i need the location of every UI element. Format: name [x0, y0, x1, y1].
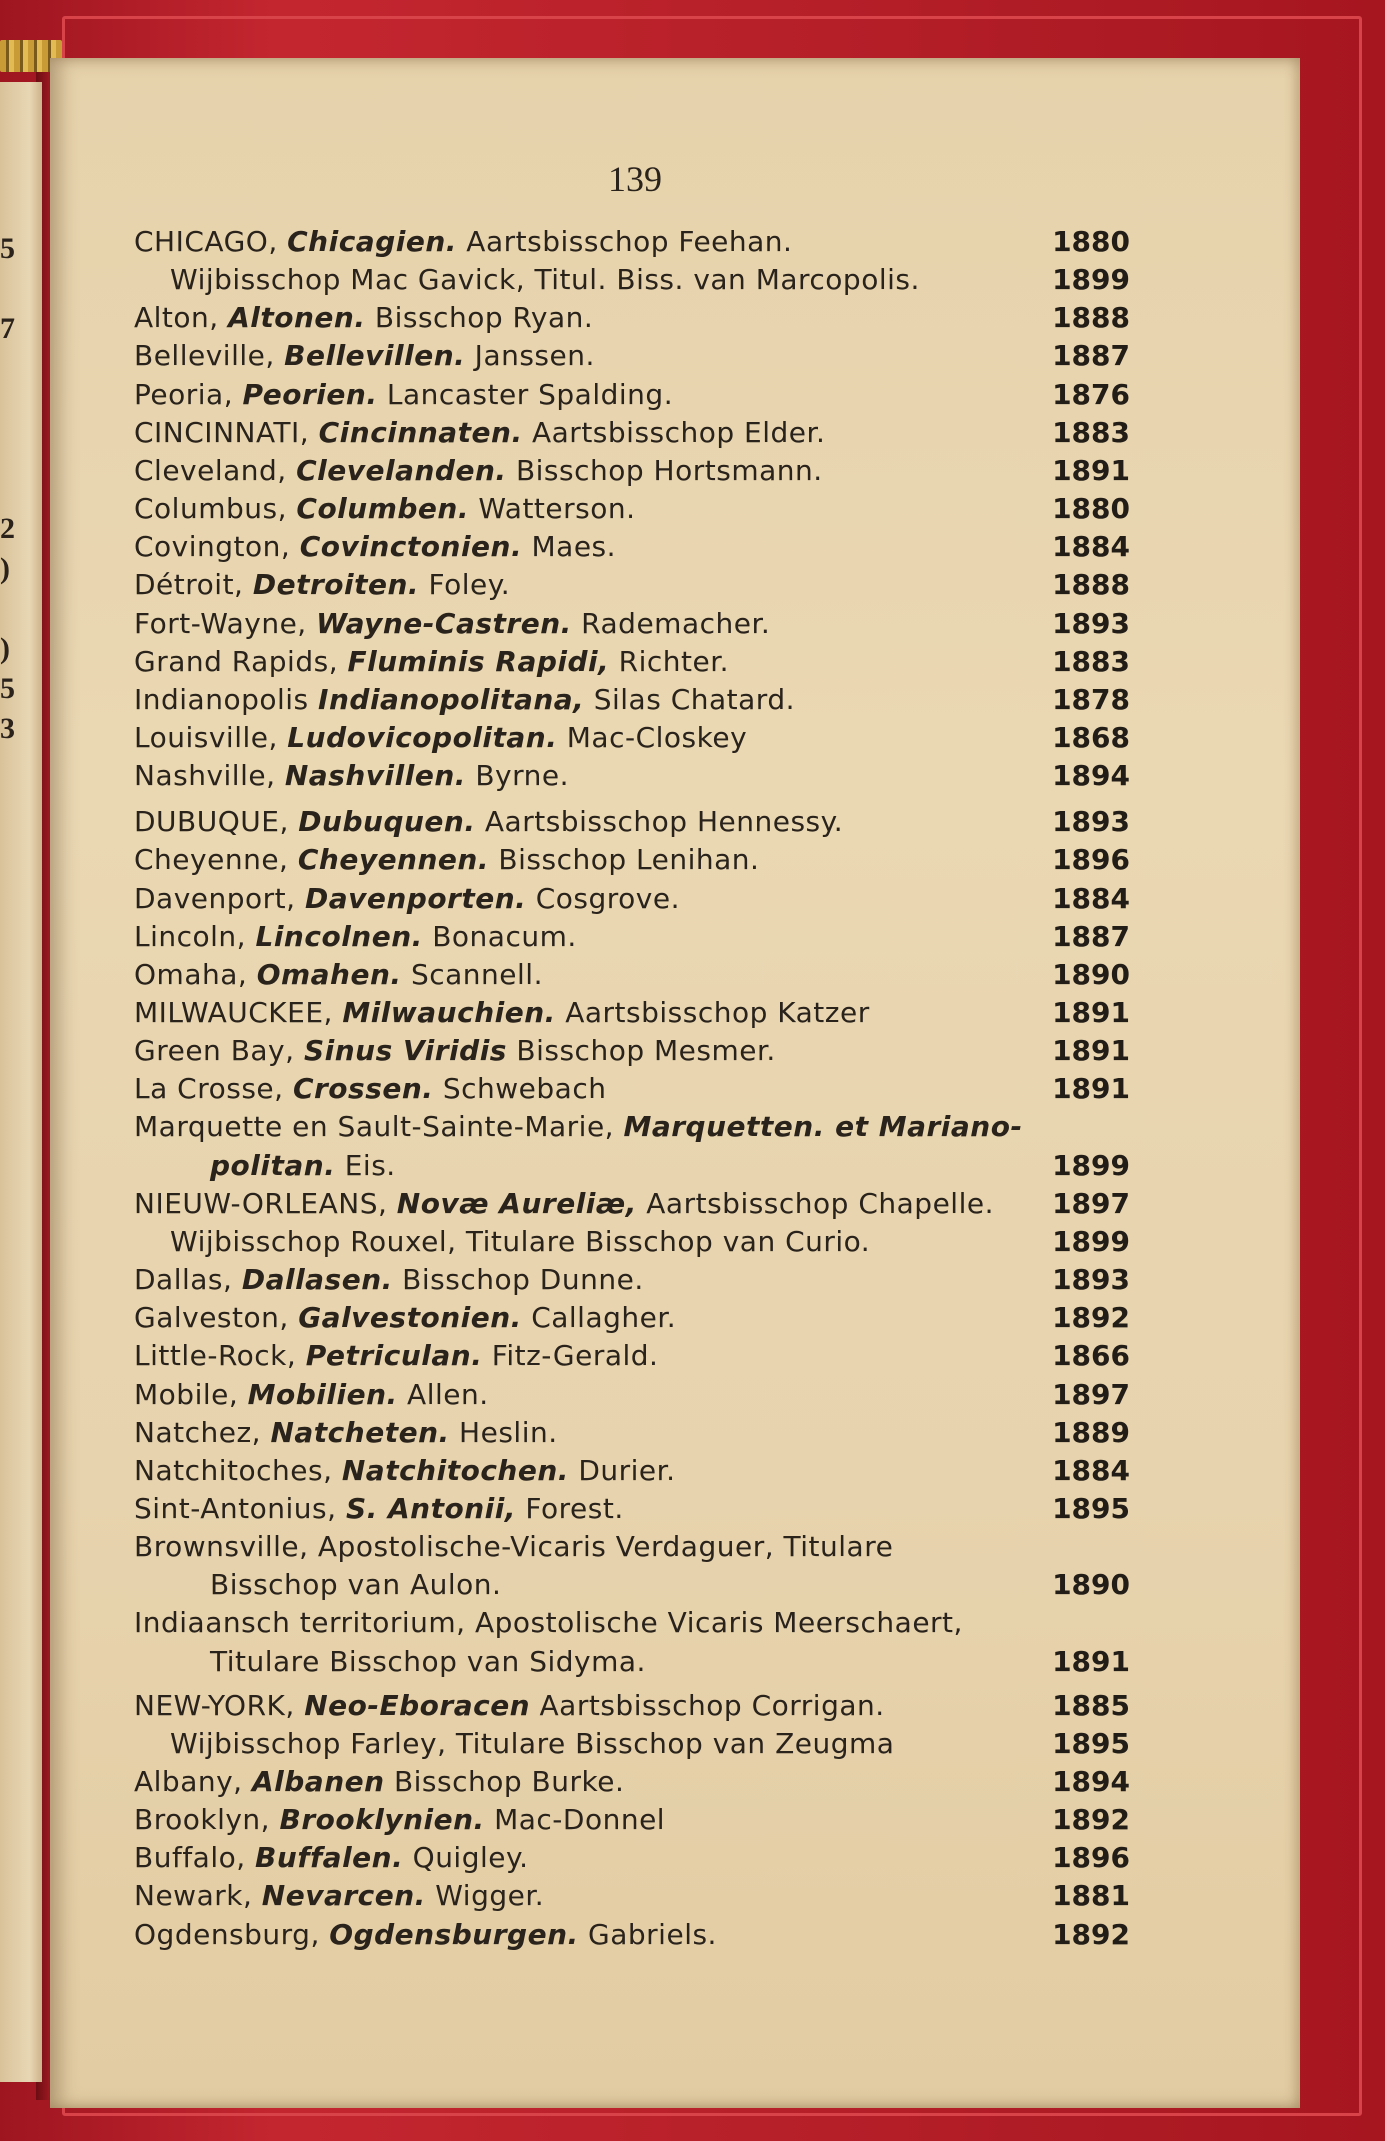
latin-name: Covinctonien.	[299, 530, 523, 564]
entry-line	[134, 643, 1144, 681]
prev-page-fragment: 2	[0, 512, 15, 545]
entry-text: Lancaster Spalding.	[377, 377, 674, 411]
latin-name: politan.	[210, 1148, 336, 1182]
entry-year: 1891	[1052, 1644, 1130, 1678]
entry-year: 1893	[1052, 805, 1130, 839]
entry-text: Détroit,	[134, 568, 253, 602]
prev-page-fragment: )	[0, 632, 10, 665]
entry-line	[134, 1414, 1144, 1452]
latin-name: Omahen.	[256, 957, 402, 991]
entry-year: 1891	[1052, 1034, 1130, 1068]
entry-text: Mac-Donnel	[484, 1803, 666, 1837]
entry-text: Bonacum.	[422, 919, 577, 953]
entry-line	[134, 1337, 1144, 1375]
entry-text: NEW-YORK,	[134, 1688, 305, 1722]
entry-year: 1893	[1052, 1263, 1130, 1297]
entry-line	[134, 452, 1144, 490]
entry-year: 1896	[1052, 843, 1130, 877]
entry-line	[134, 1070, 1144, 1108]
entry-year: 1892	[1052, 1917, 1130, 1951]
entry-year: 1868	[1052, 720, 1130, 754]
entry-year: 1866	[1052, 1339, 1130, 1373]
entry-line	[134, 994, 1144, 1032]
entry-year: 1884	[1052, 530, 1130, 564]
entry-text: Louisville,	[134, 720, 288, 754]
entry-year: 1880	[1052, 225, 1130, 258]
entry-text: Indianopolis	[134, 682, 319, 716]
entry-year: 1880	[1052, 492, 1130, 526]
entry-text: Covington,	[134, 530, 300, 564]
entry-line	[134, 1801, 1144, 1839]
entry-line	[134, 918, 1144, 956]
latin-name: Buffalen.	[255, 1841, 404, 1875]
entry-line	[134, 1490, 1144, 1528]
entry-line	[134, 1839, 1144, 1877]
latin-name: S. Antonii,	[345, 1491, 516, 1525]
entry-line	[134, 841, 1144, 879]
latin-name: Cincinnaten.	[318, 415, 523, 449]
entry-text: Natchitoches,	[134, 1453, 342, 1487]
latin-name: Indianopolitana,	[318, 682, 585, 716]
entry-text: Cosgrove.	[526, 881, 680, 915]
entry-text: Bisschop Lenihan.	[489, 843, 760, 877]
entry-text: Allen.	[397, 1377, 489, 1411]
book-page	[50, 58, 1300, 2108]
entry-text: Cheyenne,	[134, 843, 298, 877]
entry-text: Nashville,	[134, 759, 285, 793]
latin-name: Milwauchien.	[342, 996, 556, 1029]
entry-line	[134, 803, 1144, 841]
entry-line	[134, 376, 1144, 414]
entry-year: 1885	[1052, 1688, 1130, 1722]
entry-text: Fitz-Gerald.	[482, 1339, 659, 1373]
entry-text: Titulare Bisschop van Sidyma.	[210, 1644, 646, 1678]
latin-name: Neo-Eboracen	[304, 1688, 531, 1722]
entry-year: 1878	[1052, 682, 1130, 716]
entry-text: Green Bay,	[134, 1034, 304, 1068]
entry-year: 1881	[1052, 1879, 1130, 1913]
entry-text: Bisschop van Aulon.	[210, 1568, 502, 1602]
entry-text: Wijbisschop Farley, Titulare Bisschop van Zeugma	[170, 1726, 895, 1760]
entry-year: 1888	[1052, 301, 1130, 335]
entry-text: NIEUW-ORLEANS,	[134, 1186, 397, 1220]
entry-text: Byrne.	[465, 759, 569, 793]
entry-text: Omaha,	[134, 957, 257, 991]
entry-text: Bisschop Ryan.	[365, 301, 594, 335]
entry-text: Fort-Wayne,	[134, 606, 317, 640]
entry-text: Silas Chatard.	[584, 682, 795, 716]
latin-name: Lincolnen.	[255, 919, 423, 953]
entry-year: 1888	[1052, 568, 1130, 602]
entry-text: Sint-Antonius,	[134, 1491, 346, 1525]
entry-text: Aartsbisschop Katzer	[555, 996, 870, 1029]
entry-year: 1892	[1052, 1301, 1130, 1335]
latin-name: Columben.	[296, 492, 469, 526]
entry-text: Forest.	[515, 1491, 624, 1525]
entry-line	[134, 528, 1144, 566]
entry-year: 1891	[1052, 996, 1130, 1029]
previous-page-edge	[0, 82, 42, 2082]
entry-year: 1884	[1052, 881, 1130, 915]
entry-text: Davenport,	[134, 881, 305, 915]
entry-year: 1897	[1052, 1377, 1130, 1411]
entry-year: 1883	[1052, 415, 1130, 449]
prev-page-fragment: 5	[0, 232, 15, 265]
entry-text: Callagher.	[521, 1301, 677, 1335]
entry-text: MILWAUCKEE,	[134, 996, 343, 1029]
entry-year: 1884	[1052, 1453, 1130, 1487]
entry-text: Newark,	[134, 1879, 262, 1913]
entry-year: 1894	[1052, 1765, 1130, 1798]
entry-line	[134, 1299, 1144, 1337]
prev-page-fragment: 3	[0, 712, 15, 745]
entry-year: 1897	[1052, 1186, 1130, 1220]
latin-name: Wayne-Castren.	[316, 606, 572, 640]
entry-year: 1890	[1052, 1568, 1130, 1602]
latin-name: Natchitochen.	[341, 1453, 569, 1487]
entry-text: Wijbisschop Rouxel, Titulare Bisschop van Curio.	[170, 1224, 871, 1258]
prev-page-fragment: 7	[0, 312, 15, 345]
latin-name: Natcheten.	[270, 1415, 450, 1449]
entry-line	[134, 1916, 1144, 1954]
entry-text: Peoria,	[134, 377, 243, 411]
entry-text: Schwebach	[433, 1072, 607, 1106]
prev-page-fragment: 5	[0, 672, 15, 705]
entry-text: Aartsbisschop Hennessy.	[475, 805, 844, 839]
entry-text: Belleville,	[134, 339, 285, 373]
entry-year: 1899	[1052, 1224, 1130, 1258]
entry-line	[134, 1763, 1144, 1801]
latin-name: Marquetten. et Mariano-	[623, 1110, 1023, 1144]
entry-year: 1895	[1052, 1491, 1130, 1525]
latin-name: Dubuquen.	[298, 805, 476, 839]
entry-line	[134, 880, 1144, 918]
latin-name: Chicagien.	[287, 225, 457, 258]
entry-line	[134, 1528, 1144, 1566]
entry-line	[134, 223, 1144, 261]
entry-text: Aartsbisschop Chapelle.	[636, 1186, 994, 1220]
entry-text: Wigger.	[425, 1879, 545, 1913]
entry-text: Columbus,	[134, 492, 297, 526]
latin-name: Sinus Viridis	[303, 1034, 507, 1068]
latin-name: Galvestonien.	[298, 1301, 522, 1335]
entry-year: 1889	[1052, 1415, 1130, 1449]
entry-text: Watterson.	[469, 492, 636, 526]
entry-text: Rademacher.	[571, 606, 771, 640]
latin-name: Mobilien.	[247, 1377, 398, 1411]
entry-year: 1896	[1052, 1841, 1130, 1875]
entry-text: Brooklyn,	[134, 1803, 280, 1837]
entry-text: Quigley.	[403, 1841, 529, 1875]
entry-text: Wijbisschop Mac Gavick, Titul. Biss. van Marcopolis.	[170, 263, 920, 297]
entry-line	[134, 414, 1144, 452]
entry-year: 1891	[1052, 453, 1130, 487]
entry-line	[134, 605, 1144, 643]
entry-line	[134, 1877, 1144, 1915]
entry-text: Albany,	[134, 1765, 252, 1798]
entry-year: 1893	[1052, 606, 1130, 640]
entry-line	[134, 719, 1144, 757]
entry-text: Cleveland,	[134, 453, 297, 487]
latin-name: Crossen.	[292, 1072, 434, 1106]
entry-line	[134, 757, 1144, 795]
entry-line	[134, 1604, 1144, 1642]
entry-text: Scannell.	[401, 957, 543, 991]
entry-text: CINCINNATI,	[134, 415, 319, 449]
entry-text: Indiaansch territorium, Apostolische Vicaris Meerschaert,	[134, 1606, 963, 1640]
entry-year: 1887	[1052, 919, 1130, 953]
entry-line	[134, 1376, 1144, 1414]
entry-text: Alton,	[134, 301, 229, 335]
latin-name: Dallasen.	[241, 1263, 393, 1297]
entry-year: 1899	[1052, 1148, 1130, 1182]
entry-text: Eis.	[335, 1148, 396, 1182]
entry-line	[134, 299, 1144, 337]
entry-text: Durier.	[568, 1453, 676, 1487]
page-number: 139	[608, 159, 662, 199]
entry-text: Aartsbisschop Feehan.	[456, 225, 793, 258]
entry-text: Natchez,	[134, 1415, 271, 1449]
entry-text: Maes.	[522, 530, 617, 564]
entry-line	[134, 1261, 1144, 1299]
entry-text: Bisschop Burke.	[384, 1765, 625, 1798]
latin-name: Petriculan.	[305, 1339, 483, 1373]
entry-year: 1883	[1052, 644, 1130, 678]
entry-year: 1899	[1052, 263, 1130, 297]
latin-name: Nashvillen.	[284, 759, 466, 793]
entry-line	[134, 956, 1144, 994]
entry-text: Galveston,	[134, 1301, 299, 1335]
entry-text: Buffalo,	[134, 1841, 256, 1875]
entry-line	[134, 337, 1144, 375]
entry-text: Gabriels.	[578, 1917, 717, 1951]
entry-line	[134, 1687, 1144, 1725]
entry-text: Brownsville, Apostolische-Vicaris Verdaguer, Titulare	[134, 1530, 894, 1564]
entry-line	[134, 490, 1144, 528]
entry-text: Lincoln,	[134, 919, 256, 953]
entry-line	[134, 681, 1144, 719]
entry-year: 1892	[1052, 1803, 1130, 1837]
entry-line	[134, 566, 1144, 604]
entry-text: Mac-Closkey	[557, 720, 748, 754]
latin-name: Detroiten.	[252, 568, 420, 602]
prev-page-fragment: )	[0, 552, 10, 585]
latin-name: Peorien.	[242, 377, 378, 411]
entry-text: Foley.	[419, 568, 511, 602]
latin-name: Clevelanden.	[296, 453, 507, 487]
entry-year: 1894	[1052, 759, 1130, 793]
entry-text: Bisschop Dunne.	[392, 1263, 644, 1297]
entry-year: 1895	[1052, 1726, 1130, 1760]
entry-text: Bisschop Hortsmann.	[506, 453, 823, 487]
entry-text: Little-Rock,	[134, 1339, 306, 1373]
entry-text: Bisschop Mesmer.	[506, 1034, 776, 1068]
entry-text: Aartsbisschop Elder.	[522, 415, 826, 449]
latin-name: Brooklynien.	[279, 1803, 485, 1837]
latin-name: Nevarcen.	[261, 1879, 426, 1913]
entry-line	[134, 1032, 1144, 1070]
entry-line	[134, 1185, 1144, 1223]
entry-text: Heslin.	[449, 1415, 558, 1449]
latin-name: Cheyennen.	[297, 843, 489, 877]
entry-text: Mobile,	[134, 1377, 248, 1411]
entry-text: Janssen.	[465, 339, 595, 373]
latin-name: Novæ Aureliæ,	[396, 1186, 637, 1220]
latin-name: Davenporten.	[304, 881, 527, 915]
entry-line	[134, 1108, 1144, 1146]
entry-year: 1876	[1052, 377, 1130, 411]
latin-name: Albanen	[251, 1765, 385, 1798]
latin-name: Bellevillen.	[284, 339, 466, 373]
latin-name: Ogdensburgen.	[329, 1917, 579, 1951]
entry-text: Aartsbisschop Corrigan.	[530, 1688, 885, 1722]
entry-text: DUBUQUE,	[134, 805, 299, 839]
latin-name: Altonen.	[228, 301, 366, 335]
entry-year: 1890	[1052, 957, 1130, 991]
entry-year: 1891	[1052, 1072, 1130, 1106]
entry-year: 1887	[1052, 339, 1130, 373]
entry-text: Grand Rapids,	[134, 644, 348, 678]
entry-text: Marquette en Sault-Sainte-Marie,	[134, 1110, 624, 1144]
entry-text: La Crosse,	[134, 1072, 293, 1106]
entry-text: Ogdensburg,	[134, 1917, 330, 1951]
entry-text: Richter.	[609, 644, 730, 678]
latin-name: Ludovicopolitan.	[287, 720, 558, 754]
entry-text: CHICAGO,	[134, 225, 288, 258]
latin-name: Fluminis Rapidi,	[347, 644, 610, 678]
entry-text: Dallas,	[134, 1263, 242, 1297]
entry-line	[134, 1452, 1144, 1490]
